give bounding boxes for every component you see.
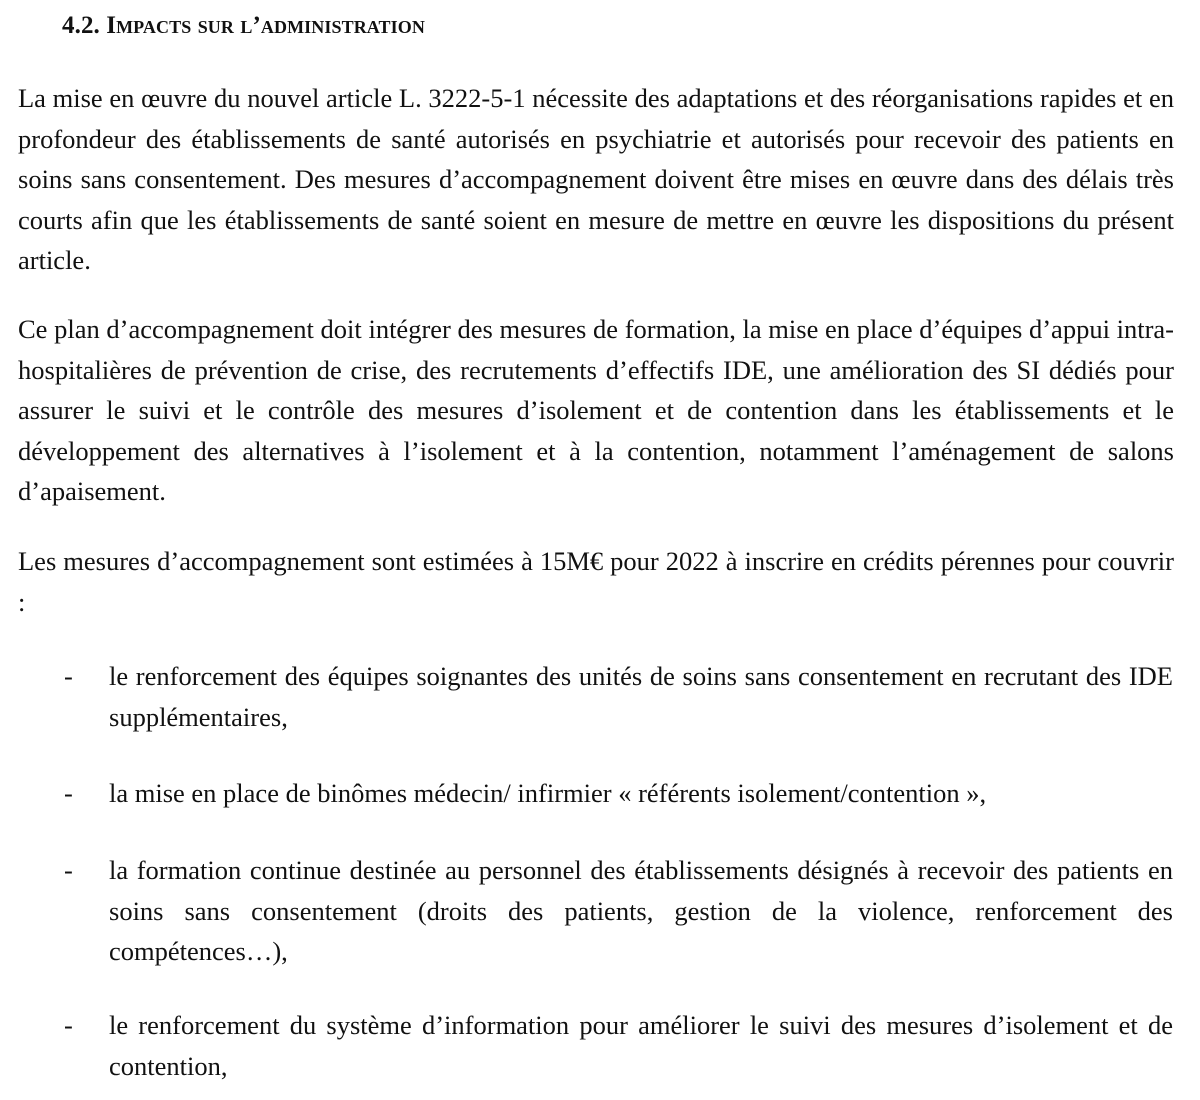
bullet-dash: - — [64, 855, 73, 885]
paragraph-implementation: La mise en œuvre du nouvel article L. 3222-5-1 nécessite des adaptations et des réorganisations rapides et en profondeur des établissements de santé autorisés en psychiatrie et autorisés pour recevoir des patients en soins sans consentement. Des mesures d’accompagnement doivent être mises en œuvre dans des délais très courts afin que les établissements de santé soient en mesure de mettre en œuvre les dispositions du présent article. — [18, 83, 1174, 275]
list-item-text: la mise en place de binômes médecin/ infirmier « référents isolement/contention », — [109, 778, 987, 808]
list-item-text: le renforcement du système d’information pour améliorer le suivi des mesures d’isolement et de contention, — [109, 1010, 1173, 1081]
section-title: Impacts sur l’administration — [106, 12, 425, 39]
bullet-dash: - — [64, 778, 73, 808]
paragraph-support-plan: Ce plan d’accompagnement doit intégrer des mesures de formation, la mise en place d’équipes d’appui intra-hospitalières de prévention de crise, des recrutements d’effectifs IDE, une amélioration des SI dédiés pour assurer le suivi et le contrôle des mesures d’isolement et de contention dans les établissements et le développement des alternatives à l’isolement et à la contention, notamment l’aménagement de salons d’apaisement. — [18, 314, 1174, 506]
paragraph-funding-estimate: Les mesures d’accompagnement sont estimées à 15M€ pour 2022 à inscrire en crédits pérennes pour couvrir : — [18, 546, 1174, 617]
list-item-text: la formation continue destinée au personnel des établissements désignés à recevoir des patients en soins sans consentement (droits des patients, gestion de la violence, renforcement des compétences…), — [109, 855, 1173, 966]
section-number: 4.2. — [62, 12, 107, 39]
bullet-dash: - — [64, 1010, 73, 1040]
bullet-dash: - — [64, 661, 73, 691]
list-item-text: le renforcement des équipes soignantes des unités de soins sans consentement en recrutant des IDE supplémentaires, — [109, 661, 1173, 732]
section-heading — [62, 8, 425, 44]
